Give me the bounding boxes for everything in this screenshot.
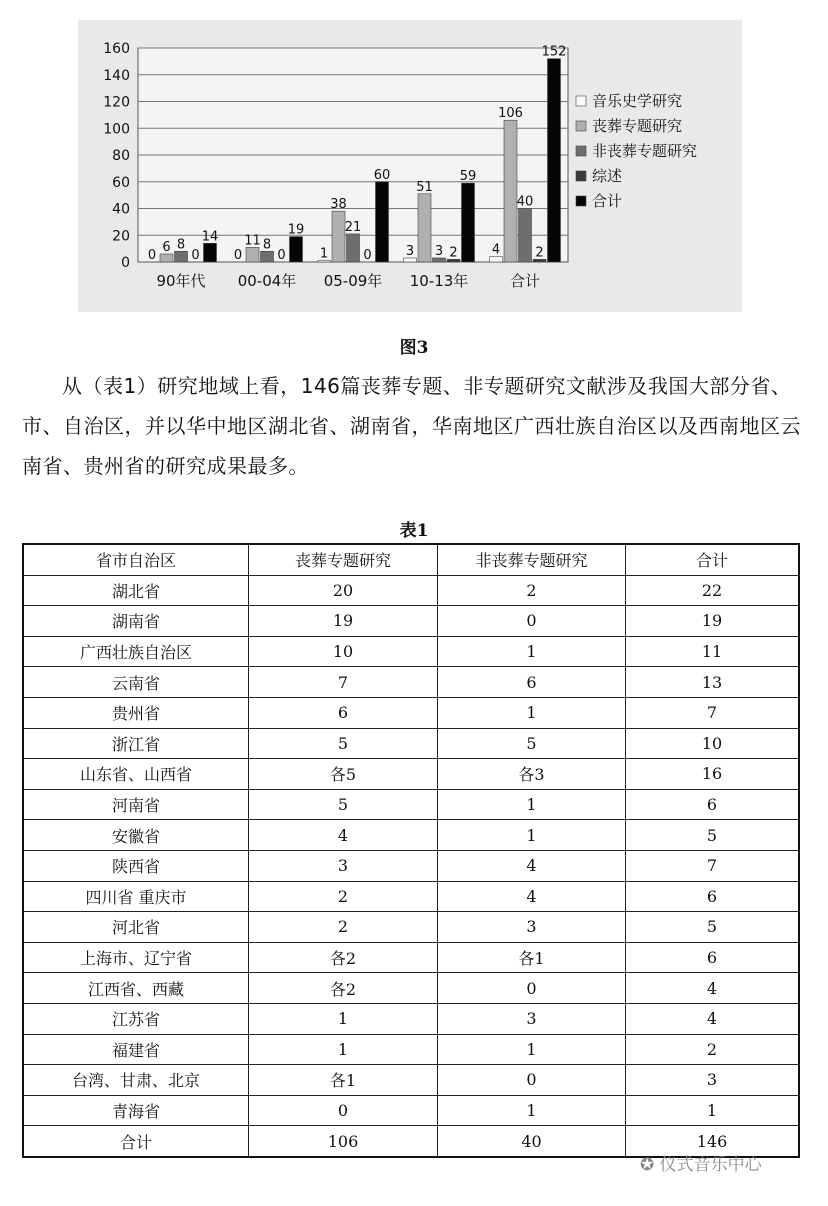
- y-tick-label: 80: [112, 148, 130, 164]
- table-row: [23, 606, 799, 637]
- legend-label: 音乐史学研究: [592, 92, 683, 110]
- y-tick-label: 40: [112, 201, 130, 218]
- body-paragraph: 从（表1）研究地域上看，146篇丧葬专题、非专题研究文献涉及我国大部分省、市、自治区，并以华中地区湖北省、湖南省，华南地区广西壮族自治区以及西南地区云南省、贵州省的研究成果最多。: [22, 374, 801, 478]
- data-label: 106: [498, 106, 523, 122]
- table-row: [23, 820, 799, 851]
- col-header-nonfuneral: 非丧葬专题研究: [438, 544, 626, 575]
- bar: [332, 211, 345, 262]
- cell-region: 福建省: [23, 1034, 249, 1065]
- cell-nonfuneral: 0: [438, 973, 626, 1004]
- table-header-row: [23, 544, 799, 575]
- y-tick-label: 120: [103, 94, 130, 111]
- cell-region: 河南省: [23, 789, 249, 820]
- data-label: 51: [416, 179, 433, 195]
- cell-funeral: 1: [249, 1003, 438, 1034]
- col-header-funeral: 丧葬专题研究: [249, 544, 438, 575]
- cell-funeral: 2: [249, 881, 438, 912]
- cell-region: 上海市、辽宁省: [23, 942, 249, 973]
- wechat-icon: ✪: [640, 1155, 655, 1175]
- data-label: 3: [434, 243, 444, 259]
- cell-nonfuneral: 4: [438, 850, 626, 881]
- cell-nonfuneral: 3: [438, 912, 626, 943]
- data-label: 0: [363, 248, 372, 263]
- bar: [418, 194, 431, 262]
- watermark: [640, 1150, 762, 1175]
- col-header-region: 省市自治区: [23, 544, 249, 575]
- cell-funeral: 5: [249, 728, 438, 759]
- bar: [160, 254, 173, 262]
- cell-total: 5: [626, 820, 800, 851]
- cell-total: 11: [626, 636, 800, 667]
- table-row: [23, 912, 799, 943]
- data-label: 14: [201, 229, 219, 245]
- cell-funeral: 19: [249, 606, 438, 637]
- cell-nonfuneral: 40: [438, 1126, 626, 1157]
- y-tick-label: 60: [112, 174, 130, 191]
- bar: [376, 182, 389, 262]
- cell-total: 4: [626, 1003, 800, 1034]
- cell-region: 云南省: [23, 667, 249, 698]
- cell-nonfuneral: 3: [438, 1003, 626, 1034]
- x-tick-label: 00-04年: [237, 272, 297, 290]
- data-label: 0: [191, 248, 200, 263]
- data-label: 38: [330, 197, 347, 213]
- figure-caption: 图3: [399, 338, 429, 358]
- bar: [204, 243, 217, 262]
- cell-total: 146: [626, 1126, 800, 1157]
- data-label: 21: [344, 219, 362, 235]
- legend-swatch: [576, 196, 586, 206]
- cell-total: 7: [626, 697, 800, 728]
- legend-label: 综述: [592, 167, 623, 185]
- cell-total: 1: [626, 1095, 800, 1126]
- cell-region: 安徽省: [23, 820, 249, 851]
- cell-nonfuneral: 各3: [438, 759, 626, 790]
- data-label: 152: [541, 44, 567, 60]
- data-label: 0: [277, 248, 286, 263]
- bar: [548, 59, 561, 262]
- cell-nonfuneral: 1: [438, 789, 626, 820]
- cell-nonfuneral: 6: [438, 667, 626, 698]
- cell-funeral: 1: [249, 1034, 438, 1065]
- cell-nonfuneral: 1: [438, 697, 626, 728]
- cell-total: 22: [626, 575, 800, 606]
- bar: [519, 209, 532, 263]
- cell-region: 湖南省: [23, 606, 249, 637]
- y-tick-label: 0: [121, 255, 130, 271]
- cell-region: 浙江省: [23, 728, 249, 759]
- legend-label: 合计: [592, 192, 623, 210]
- y-tick-label: 140: [103, 67, 130, 84]
- bar: [504, 120, 517, 262]
- cell-total: 10: [626, 728, 800, 759]
- cell-region: 山东省、山西省: [23, 759, 249, 790]
- cell-region: 陕西省: [23, 850, 249, 881]
- table-row: [23, 575, 799, 606]
- cell-total: 2: [626, 1034, 800, 1065]
- cell-total: 13: [626, 667, 800, 698]
- table-row: [23, 1034, 799, 1065]
- cell-total: 6: [626, 942, 800, 973]
- bar: [246, 247, 259, 262]
- data-label: 60: [373, 167, 391, 183]
- y-tick-label: 160: [103, 41, 130, 57]
- cell-region: 河北省: [23, 912, 249, 943]
- cell-nonfuneral: 1: [438, 636, 626, 667]
- data-table: [22, 543, 800, 1158]
- data-label: 2: [535, 245, 544, 261]
- cell-region: 贵州省: [23, 697, 249, 728]
- data-label: 11: [244, 233, 261, 249]
- cell-funeral: 20: [249, 575, 438, 606]
- cell-funeral: 106: [249, 1126, 438, 1157]
- cell-funeral: 3: [249, 850, 438, 881]
- cell-region: 合计: [23, 1126, 249, 1157]
- cell-nonfuneral: 5: [438, 728, 626, 759]
- table-row: [23, 881, 799, 912]
- cell-funeral: 2: [249, 912, 438, 943]
- x-tick-label: 10-13年: [409, 272, 469, 290]
- cell-region: 江苏省: [23, 1003, 249, 1034]
- bar: [462, 183, 475, 262]
- cell-total: 4: [626, 973, 800, 1004]
- cell-total: 19: [626, 606, 800, 637]
- cell-funeral: 各5: [249, 759, 438, 790]
- y-tick-label: 100: [103, 121, 130, 138]
- x-tick-label: 90年代: [156, 272, 206, 290]
- table-row: [23, 636, 799, 667]
- data-label: 0: [147, 248, 157, 263]
- cell-region: 台湾、甘肃、北京: [23, 1065, 249, 1096]
- cell-nonfuneral: 0: [438, 1065, 626, 1096]
- legend-swatch: [576, 146, 586, 156]
- cell-funeral: 各1: [249, 1065, 438, 1096]
- cell-total: 3: [626, 1065, 800, 1096]
- cell-total: 6: [626, 789, 800, 820]
- cell-total: 16: [626, 759, 800, 790]
- col-header-total: 合计: [626, 544, 800, 575]
- data-label: 6: [162, 239, 171, 255]
- bar: [290, 237, 303, 262]
- cell-nonfuneral: 0: [438, 606, 626, 637]
- data-label: 19: [287, 222, 305, 238]
- cell-nonfuneral: 各1: [438, 942, 626, 973]
- cell-funeral: 各2: [249, 942, 438, 973]
- cell-nonfuneral: 4: [438, 881, 626, 912]
- data-label: 59: [459, 169, 477, 185]
- watermark-text: 仪式音乐中心: [659, 1155, 762, 1175]
- table-row: [23, 973, 799, 1004]
- cell-funeral: 10: [249, 636, 438, 667]
- cell-region: 湖北省: [23, 575, 249, 606]
- cell-nonfuneral: 2: [438, 575, 626, 606]
- table-row: [23, 789, 799, 820]
- cell-nonfuneral: 1: [438, 820, 626, 851]
- data-label: 1: [319, 246, 329, 262]
- legend-swatch: [576, 171, 586, 181]
- legend-label: 丧葬专题研究: [592, 117, 683, 135]
- table-row: [23, 667, 799, 698]
- table-row: [23, 697, 799, 728]
- cell-region: 四川省 重庆市: [23, 881, 249, 912]
- cell-region: 江西省、西藏: [23, 973, 249, 1004]
- cell-nonfuneral: 1: [438, 1095, 626, 1126]
- cell-funeral: 6: [249, 697, 438, 728]
- data-label: 0: [233, 248, 243, 263]
- data-label: 40: [516, 194, 534, 210]
- x-tick-label: 合计: [509, 272, 541, 290]
- table-row: [23, 1095, 799, 1126]
- data-label: 3: [405, 243, 415, 259]
- y-tick-label: 20: [112, 228, 130, 245]
- table-body: [23, 575, 799, 1157]
- bar-chart: [78, 20, 742, 312]
- cell-total: 5: [626, 912, 800, 943]
- cell-region: 广西壮族自治区: [23, 636, 249, 667]
- cell-total: 6: [626, 881, 800, 912]
- bar: [175, 251, 188, 262]
- cell-total: 7: [626, 850, 800, 881]
- x-tick-label: 05-09年: [323, 272, 383, 290]
- cell-nonfuneral: 1: [438, 1034, 626, 1065]
- data-label: 2: [449, 245, 458, 261]
- table-row: [23, 728, 799, 759]
- cell-funeral: 7: [249, 667, 438, 698]
- table-row: [23, 1003, 799, 1034]
- data-label: 8: [176, 237, 186, 253]
- figure-3: [78, 20, 742, 312]
- data-label: 8: [262, 237, 272, 253]
- cell-region: 青海省: [23, 1095, 249, 1126]
- cell-funeral: 4: [249, 820, 438, 851]
- cell-funeral: 5: [249, 789, 438, 820]
- legend-swatch: [576, 96, 586, 106]
- bar: [347, 234, 360, 262]
- table-row: [23, 942, 799, 973]
- table-row: [23, 1065, 799, 1096]
- data-label: 4: [491, 242, 501, 258]
- table-row: [23, 850, 799, 881]
- table-row: [23, 759, 799, 790]
- cell-funeral: 各2: [249, 973, 438, 1004]
- legend-label: 非丧葬专题研究: [592, 142, 698, 160]
- cell-funeral: 0: [249, 1095, 438, 1126]
- table-caption: 表1: [399, 521, 429, 541]
- legend-swatch: [576, 121, 586, 131]
- bar: [261, 251, 274, 262]
